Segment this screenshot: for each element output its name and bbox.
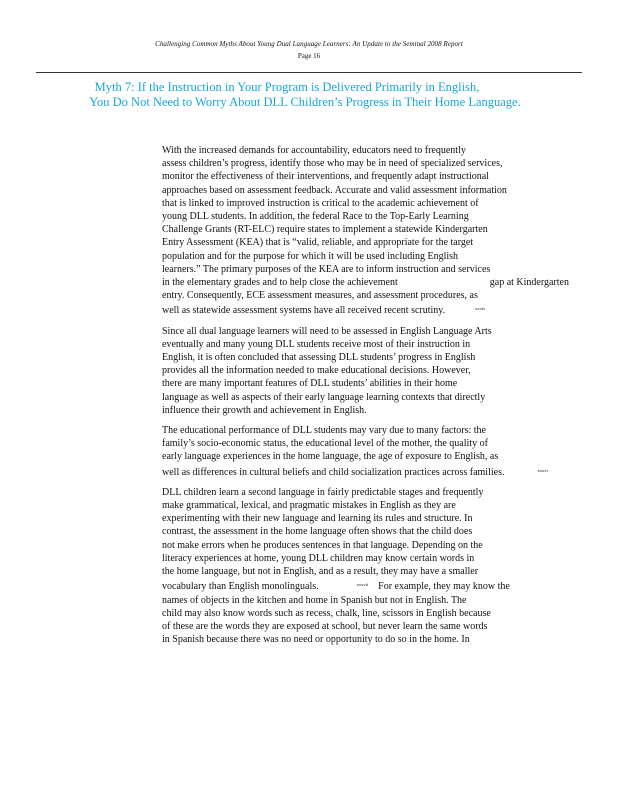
- text-line: influence their growth and achievement in English.: [162, 404, 367, 416]
- endnote-marker[interactable]: xxxvi: [537, 467, 548, 473]
- text-line: The educational performance of DLL students may vary due to many factors: the: [162, 425, 486, 437]
- paragraph-3: [162, 424, 592, 479]
- text-line: experimenting with their new language and learning its rules and structure. In: [162, 513, 473, 525]
- text-line: Since all dual language learners will need to be assessed in English Language Arts: [162, 325, 492, 337]
- text-line: [162, 578, 592, 593]
- running-header-title: Challenging Common Myths About Young Dual Language Learners: An Update to the Seminal 2008 Report: [155, 40, 463, 48]
- text-line: provides all the information needed to make educational decisions. However,: [162, 365, 471, 377]
- text-line: assess children’s progress, identify those who may be in need of specialized services,: [162, 158, 503, 170]
- text-line: monitor the effectiveness of their interventions, and frequently adapt instructional: [162, 171, 489, 183]
- text-line: DLL children learn a second language in fairly predictable stages and frequently: [162, 486, 484, 498]
- text-line: Challenge Grants (RT-ELC) require states to implement a statewide Kindergarten: [162, 224, 488, 236]
- endnote-marker[interactable]: xxxvii: [356, 582, 369, 588]
- text-line: not make errors when he produces sentences in that language. Depending on the: [162, 539, 483, 551]
- myth-heading-line-2: You Do Not Need to Worry About DLL Children’s Progress in Their Home Language.: [89, 95, 521, 109]
- text-line: population and for the purpose for which it will be used including English: [162, 250, 459, 262]
- text-line: family’s socio-economic status, the educational level of the mother, the quality of: [162, 438, 488, 450]
- text-line: [162, 276, 592, 289]
- myth-heading: [0, 80, 618, 110]
- text-line: young DLL students. In addition, the federal Race to the Top-Early Learning: [162, 211, 469, 223]
- text-line: names of objects in the kitchen and home in Spanish but not in English. The: [162, 594, 467, 606]
- text-line: [162, 302, 592, 317]
- text-line: literacy experiences at home, young DLL children may know certain words in: [162, 552, 475, 564]
- text-line: entry. Consequently, ECE assessment measures, and assessment procedures, as: [162, 290, 478, 302]
- endnote-marker[interactable]: xxxiv: [475, 306, 486, 312]
- paragraph-2: [162, 325, 592, 417]
- myth-heading-line-1: Myth 7: If the Instruction in Your Program is Delivered Primarily in English,: [94, 80, 480, 94]
- text-fragment: well as differences in cultural beliefs and child socialization practices across families.: [162, 466, 505, 478]
- text-line: Entry Assessment (KEA) that is “valid, reliable, and appropriate for the target: [162, 237, 474, 249]
- text-fragment: For example, they may know the: [378, 581, 510, 593]
- text-line: there are many important features of DLL students’ abilities in their home: [162, 378, 458, 390]
- text-fragment: in the elementary grades and to help close the achievement: [162, 277, 398, 289]
- page-number: Page 16: [297, 52, 321, 60]
- text-line: child may also know words such as recess, chalk, line, scissors in English because: [162, 607, 491, 619]
- body-text: [162, 144, 592, 653]
- text-line: English, it is often concluded that assessing DLL students’ progress in English: [162, 352, 476, 364]
- text-line: that is linked to improved instruction is critical to the academic achievement of: [162, 197, 479, 209]
- text-line: learners.” The primary purposes of the KEA are to inform instruction and services: [162, 263, 491, 275]
- text-fragment: well as statewide assessment systems have all received recent scrutiny.: [162, 305, 446, 317]
- text-line: of these are the words they are exposed at school, but never learn the same words: [162, 620, 488, 632]
- text-line: in Spanish because there was no need or opportunity to do so in the home. In: [162, 634, 470, 646]
- paragraph-4: [162, 486, 592, 646]
- header-divider: [36, 72, 582, 73]
- text-fragment: gap at Kindergarten: [489, 277, 569, 289]
- text-line: language as well as aspects of their early language learning contexts that directly: [162, 391, 486, 403]
- text-line: early language experiences in the home language, the age of exposure to English, as: [162, 451, 499, 463]
- text-line: approaches based on assessment feedback. Accurate and valid assessment information: [162, 184, 507, 196]
- text-line: With the increased demands for accountability, educators need to frequently: [162, 145, 466, 156]
- text-line: [162, 464, 592, 479]
- text-line: the home language, but not in English, and as a result, they may have a smaller: [162, 566, 479, 578]
- text-line: contrast, the assessment in the home language often shows that the child does: [162, 526, 473, 538]
- text-fragment: vocabulary than English monolinguals.: [162, 581, 319, 593]
- paragraph-1: [162, 144, 592, 318]
- text-line: eventually and many young DLL students receive most of their instruction in: [162, 338, 471, 350]
- text-line: make grammatical, lexical, and pragmatic mistakes in English as they are: [162, 500, 456, 512]
